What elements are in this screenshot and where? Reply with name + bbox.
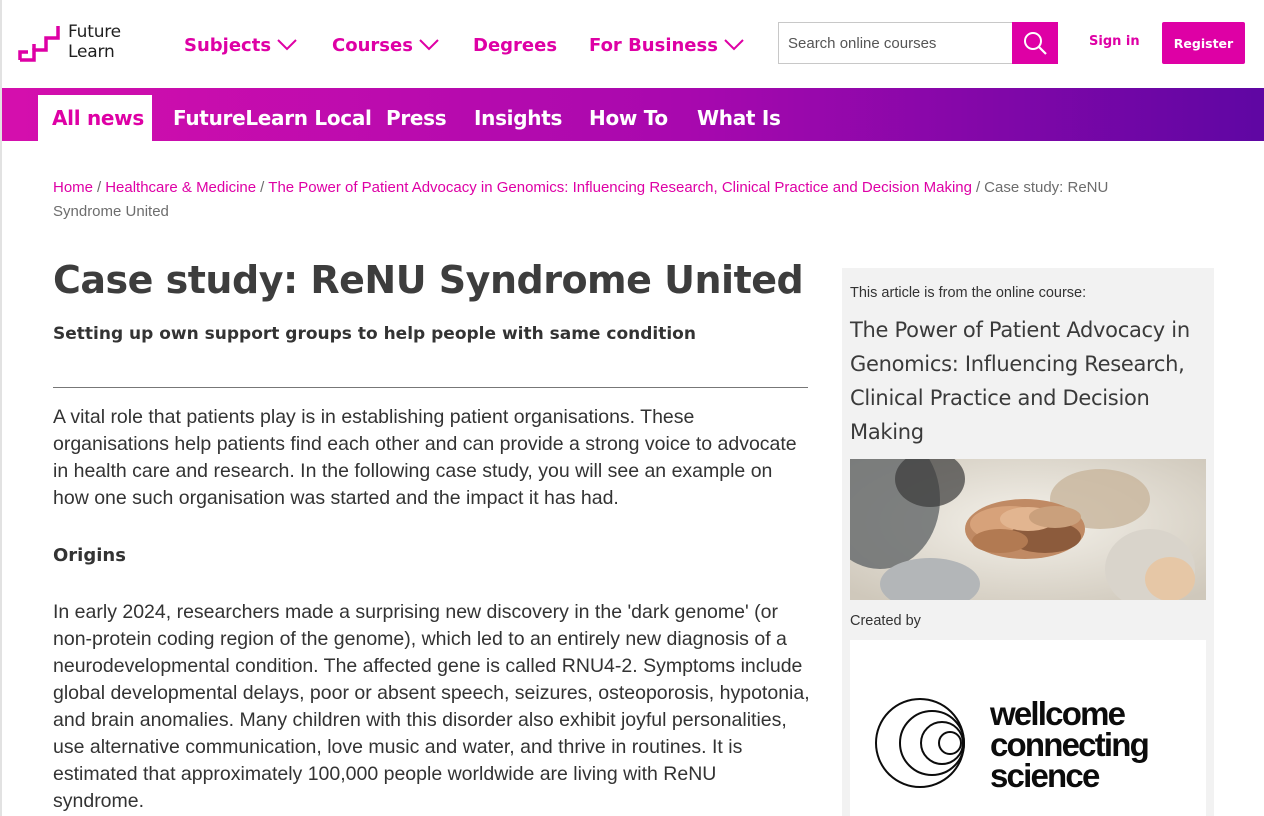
nav-courses[interactable] [332, 35, 473, 56]
stacked-hands-photo-icon [850, 459, 1206, 600]
logo-mark-icon [18, 22, 66, 62]
chevron-down-icon [419, 39, 439, 51]
course-title-link[interactable]: The Power of Patient Advocacy in Genomics: Influencing Research, Clinical Practice and Decision Making [850, 318, 1190, 444]
breadcrumb-course[interactable]: The Power of Patient Advocacy in Genomics: Influencing Research, Clinical Practice and Decision Making [268, 179, 972, 196]
article-origins-text: In early 2024, researchers made a surprising new discovery in the 'dark genome' (or non-protein coding region of the genome), which led to an entirely new diagnosis of a neurodevelopmental condition. The affected gene is called RNU4-2. Symptoms include global developmental delays, poor or absent speech, seizures, osteoporosis, hypotonia, and brain anomalies. Many children with this disorder also exhibit joyful personalities, use alternative communication, love music and water, and thrive in routines. It is estimated that approximately 100,000 people worldwide are living with ReNU syndrome. [53, 601, 810, 812]
created-by-label: Created by [850, 613, 921, 629]
partner-logo-wordmark [990, 695, 1149, 794]
breadcrumb-separator: / [97, 179, 102, 196]
tab-press[interactable]: Press [386, 106, 447, 130]
section-heading-origins: Origins [53, 545, 126, 566]
nav-courses-label: Courses [332, 34, 413, 56]
chevron-down-icon [724, 39, 744, 51]
logo-word-1: wellcome [990, 695, 1125, 732]
breadcrumb [53, 176, 1173, 224]
breadcrumb-home[interactable]: Home [53, 179, 94, 196]
partner-logo[interactable] [850, 640, 1206, 816]
search-field[interactable] [778, 22, 1012, 64]
nav-degrees[interactable] [473, 35, 589, 56]
search-button[interactable] [1012, 22, 1058, 64]
article-subtitle: Setting up own support groups to help people with same condition [53, 324, 696, 344]
nav-subjects[interactable] [184, 35, 332, 56]
chevron-down-icon [277, 39, 297, 51]
tab-futurelearn-local[interactable]: FutureLearn Local [173, 106, 372, 130]
site-header [2, 0, 1264, 88]
nav-subjects-label: Subjects [184, 34, 272, 56]
search-icon [1023, 31, 1047, 55]
course-from-label: This article is from the online course: [850, 285, 1087, 301]
breadcrumb-current: Case study: ReNU Syndrome United [53, 179, 1109, 220]
course-card [842, 268, 1214, 816]
logo-word-2: connecting [990, 726, 1149, 763]
logo-word-3: science [990, 757, 1099, 794]
primary-nav [184, 30, 744, 60]
course-image[interactable] [850, 459, 1206, 600]
breadcrumb-separator: / [975, 179, 981, 196]
article-intro: A vital role that patients play is in establishing patient organisations. These organisations help patients find each other and can provide a strong voice to advocate in health care and research. In the following case study, you will see an example on how one such organisation was started and the impact it has had. [53, 406, 797, 509]
tab-insights[interactable]: Insights [474, 106, 563, 130]
sign-in-link[interactable]: Sign in [1089, 34, 1140, 49]
register-button[interactable]: Register [1162, 22, 1245, 64]
tab-all-news[interactable]: All news [38, 95, 152, 141]
breadcrumb-separator: / [260, 179, 265, 196]
breadcrumb-healthcare-medicine[interactable]: Healthcare & Medicine [105, 179, 257, 196]
nav-degrees-label: Degrees [473, 34, 558, 56]
wellcome-connecting-science-logo-icon [874, 693, 974, 793]
divider [53, 387, 808, 388]
tab-what-is[interactable]: What Is [697, 106, 781, 130]
page-title: Case study: ReNU Syndrome United [53, 258, 804, 302]
logo-text-learn: Learn [68, 42, 115, 62]
tab-how-to[interactable]: How To [589, 106, 668, 130]
nav-for-business-label: For Business [589, 34, 718, 56]
logo-text-future: Future [68, 22, 121, 42]
futurelearn-logo[interactable] [18, 22, 138, 66]
news-subnav [2, 88, 1264, 141]
search-input[interactable] [779, 23, 1012, 63]
nav-for-business[interactable] [589, 35, 744, 56]
